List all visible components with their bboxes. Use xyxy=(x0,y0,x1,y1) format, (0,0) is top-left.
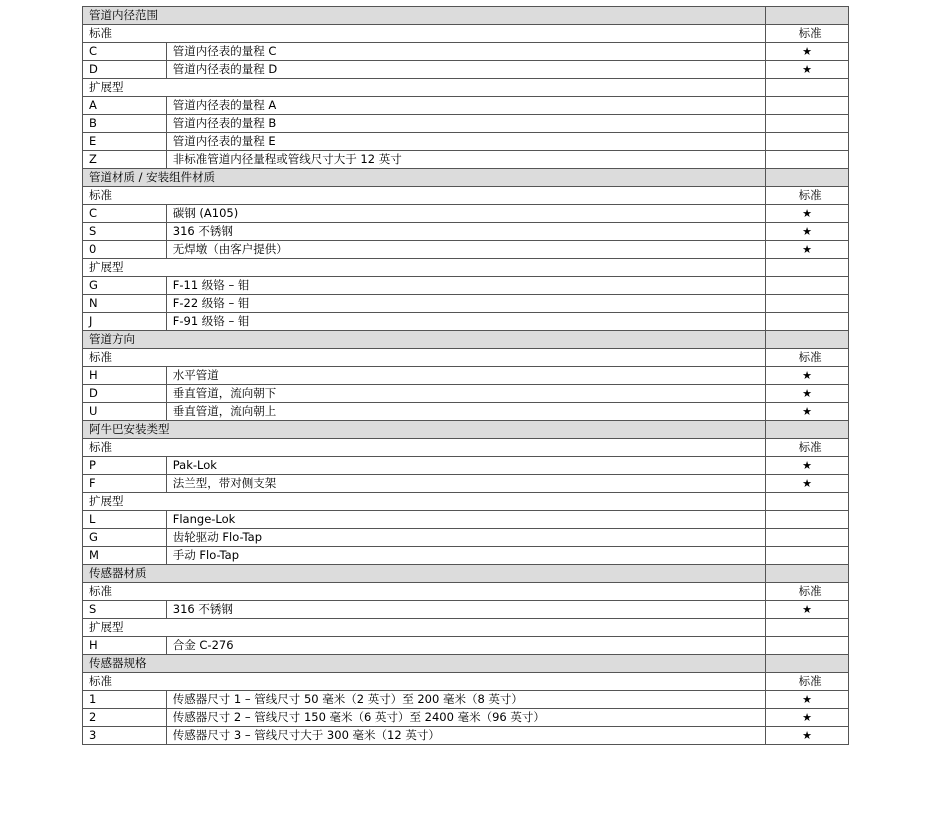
option-code: F xyxy=(83,475,167,493)
option-description: F-11 级铬 – 钼 xyxy=(166,277,765,295)
option-code: D xyxy=(83,61,167,79)
option-code: H xyxy=(83,637,167,655)
option-row xyxy=(83,43,849,61)
standard-star-icon xyxy=(766,529,849,547)
standard-star-icon: ★ xyxy=(766,205,849,223)
option-code: P xyxy=(83,457,167,475)
group-right-label: 标准 xyxy=(766,349,849,367)
standard-star-icon xyxy=(766,313,849,331)
option-description: 齿轮驱动 Flo-Tap xyxy=(166,529,765,547)
group-label: 标准 xyxy=(83,583,766,601)
section-header-right xyxy=(766,655,849,673)
group-header-row xyxy=(83,583,849,601)
option-row xyxy=(83,277,849,295)
option-code: C xyxy=(83,43,167,61)
group-label: 标准 xyxy=(83,439,766,457)
option-description: Flange-Lok xyxy=(166,511,765,529)
section-header-row xyxy=(83,7,849,25)
option-description: 非标准管道内径量程或管线尺寸大于 12 英寸 xyxy=(166,151,765,169)
option-description: 合金 C-276 xyxy=(166,637,765,655)
option-code: C xyxy=(83,205,167,223)
option-row xyxy=(83,241,849,259)
option-row xyxy=(83,511,849,529)
section-header-right xyxy=(766,421,849,439)
option-description: 316 不锈钢 xyxy=(166,601,765,619)
standard-star-icon: ★ xyxy=(766,475,849,493)
standard-star-icon: ★ xyxy=(766,385,849,403)
standard-star-icon: ★ xyxy=(766,367,849,385)
standard-star-icon xyxy=(766,97,849,115)
section-title: 传感器材质 xyxy=(83,565,766,583)
option-description: 法兰型，带对侧支架 xyxy=(166,475,765,493)
standard-star-icon: ★ xyxy=(766,43,849,61)
option-code: 2 xyxy=(83,709,167,727)
standard-star-icon: ★ xyxy=(766,601,849,619)
option-description: 管道内径表的量程 C xyxy=(166,43,765,61)
option-description: 传感器尺寸 3 – 管线尺寸大于 300 毫米（12 英寸） xyxy=(166,727,765,745)
option-row xyxy=(83,691,849,709)
group-header-row xyxy=(83,673,849,691)
option-description: 碳钢 (A105) xyxy=(166,205,765,223)
option-description: 管道内径表的量程 D xyxy=(166,61,765,79)
section-header-row xyxy=(83,655,849,673)
option-code: G xyxy=(83,529,167,547)
option-description: 垂直管道，流向朝下 xyxy=(166,385,765,403)
standard-star-icon: ★ xyxy=(766,403,849,421)
group-label: 扩展型 xyxy=(83,79,766,97)
option-row xyxy=(83,205,849,223)
standard-star-icon xyxy=(766,277,849,295)
option-description: 管道内径表的量程 B xyxy=(166,115,765,133)
option-row xyxy=(83,97,849,115)
standard-star-icon: ★ xyxy=(766,223,849,241)
option-row xyxy=(83,61,849,79)
group-right-label: 标准 xyxy=(766,673,849,691)
option-row xyxy=(83,457,849,475)
group-header-row xyxy=(83,439,849,457)
option-code: B xyxy=(83,115,167,133)
option-code: H xyxy=(83,367,167,385)
option-code: G xyxy=(83,277,167,295)
option-row xyxy=(83,727,849,745)
group-label: 标准 xyxy=(83,349,766,367)
section-header-row xyxy=(83,565,849,583)
option-code: 0 xyxy=(83,241,167,259)
option-code: A xyxy=(83,97,167,115)
option-code: D xyxy=(83,385,167,403)
group-header-row xyxy=(83,187,849,205)
option-row xyxy=(83,115,849,133)
standard-star-icon xyxy=(766,547,849,565)
group-header-row xyxy=(83,493,849,511)
group-header-row xyxy=(83,619,849,637)
option-row xyxy=(83,475,849,493)
section-header-right xyxy=(766,7,849,25)
section-header-row xyxy=(83,169,849,187)
option-description: F-91 级铬 – 钼 xyxy=(166,313,765,331)
standard-star-icon xyxy=(766,115,849,133)
ordering-table xyxy=(82,6,849,745)
group-label: 标准 xyxy=(83,673,766,691)
group-right-label xyxy=(766,79,849,97)
group-header-row xyxy=(83,349,849,367)
option-row xyxy=(83,709,849,727)
standard-star-icon: ★ xyxy=(766,727,849,745)
option-code: Z xyxy=(83,151,167,169)
group-right-label xyxy=(766,259,849,277)
option-code: E xyxy=(83,133,167,151)
group-right-label xyxy=(766,619,849,637)
section-title: 管道方向 xyxy=(83,331,766,349)
option-row xyxy=(83,385,849,403)
standard-star-icon: ★ xyxy=(766,709,849,727)
option-description: 手动 Flo-Tap xyxy=(166,547,765,565)
option-description: 传感器尺寸 1 – 管线尺寸 50 毫米（2 英寸）至 200 毫米（8 英寸） xyxy=(166,691,765,709)
standard-star-icon xyxy=(766,133,849,151)
option-row xyxy=(83,601,849,619)
group-right-label xyxy=(766,493,849,511)
option-row xyxy=(83,133,849,151)
option-description: 管道内径表的量程 E xyxy=(166,133,765,151)
option-code: J xyxy=(83,313,167,331)
option-code: 3 xyxy=(83,727,167,745)
option-row xyxy=(83,313,849,331)
standard-star-icon xyxy=(766,295,849,313)
standard-star-icon: ★ xyxy=(766,61,849,79)
option-row xyxy=(83,529,849,547)
section-header-right xyxy=(766,169,849,187)
option-description: 水平管道 xyxy=(166,367,765,385)
section-title: 管道材质 / 安装组件材质 xyxy=(83,169,766,187)
group-right-label: 标准 xyxy=(766,187,849,205)
group-label: 扩展型 xyxy=(83,259,766,277)
option-code: M xyxy=(83,547,167,565)
option-code: 1 xyxy=(83,691,167,709)
option-description: 无焊墩（由客户提供） xyxy=(166,241,765,259)
section-title: 阿牛巴安装类型 xyxy=(83,421,766,439)
group-right-label: 标准 xyxy=(766,583,849,601)
section-header-right xyxy=(766,331,849,349)
section-header-row xyxy=(83,331,849,349)
group-label: 扩展型 xyxy=(83,493,766,511)
standard-star-icon xyxy=(766,511,849,529)
section-title: 传感器规格 xyxy=(83,655,766,673)
group-header-row xyxy=(83,25,849,43)
option-code: U xyxy=(83,403,167,421)
group-right-label: 标准 xyxy=(766,25,849,43)
option-row xyxy=(83,547,849,565)
option-description: Pak-Lok xyxy=(166,457,765,475)
option-row xyxy=(83,403,849,421)
option-description: 传感器尺寸 2 – 管线尺寸 150 毫米（6 英寸）至 2400 毫米（96 英寸） xyxy=(166,709,765,727)
option-description: 垂直管道，流向朝上 xyxy=(166,403,765,421)
group-label: 扩展型 xyxy=(83,619,766,637)
option-row xyxy=(83,295,849,313)
standard-star-icon: ★ xyxy=(766,457,849,475)
option-row xyxy=(83,367,849,385)
option-row xyxy=(83,637,849,655)
group-header-row xyxy=(83,79,849,97)
standard-star-icon xyxy=(766,637,849,655)
standard-star-icon: ★ xyxy=(766,691,849,709)
option-code: L xyxy=(83,511,167,529)
section-title: 管道内径范围 xyxy=(83,7,766,25)
ordering-table-body xyxy=(83,7,849,745)
option-row xyxy=(83,151,849,169)
option-description: F-22 级铬 – 钼 xyxy=(166,295,765,313)
section-header-row xyxy=(83,421,849,439)
standard-star-icon xyxy=(766,151,849,169)
group-right-label: 标准 xyxy=(766,439,849,457)
option-code: N xyxy=(83,295,167,313)
group-header-row xyxy=(83,259,849,277)
section-header-right xyxy=(766,565,849,583)
option-description: 316 不锈钢 xyxy=(166,223,765,241)
group-label: 标准 xyxy=(83,187,766,205)
option-row xyxy=(83,223,849,241)
option-code: S xyxy=(83,601,167,619)
option-code: S xyxy=(83,223,167,241)
standard-star-icon: ★ xyxy=(766,241,849,259)
group-label: 标准 xyxy=(83,25,766,43)
option-description: 管道内径表的量程 A xyxy=(166,97,765,115)
